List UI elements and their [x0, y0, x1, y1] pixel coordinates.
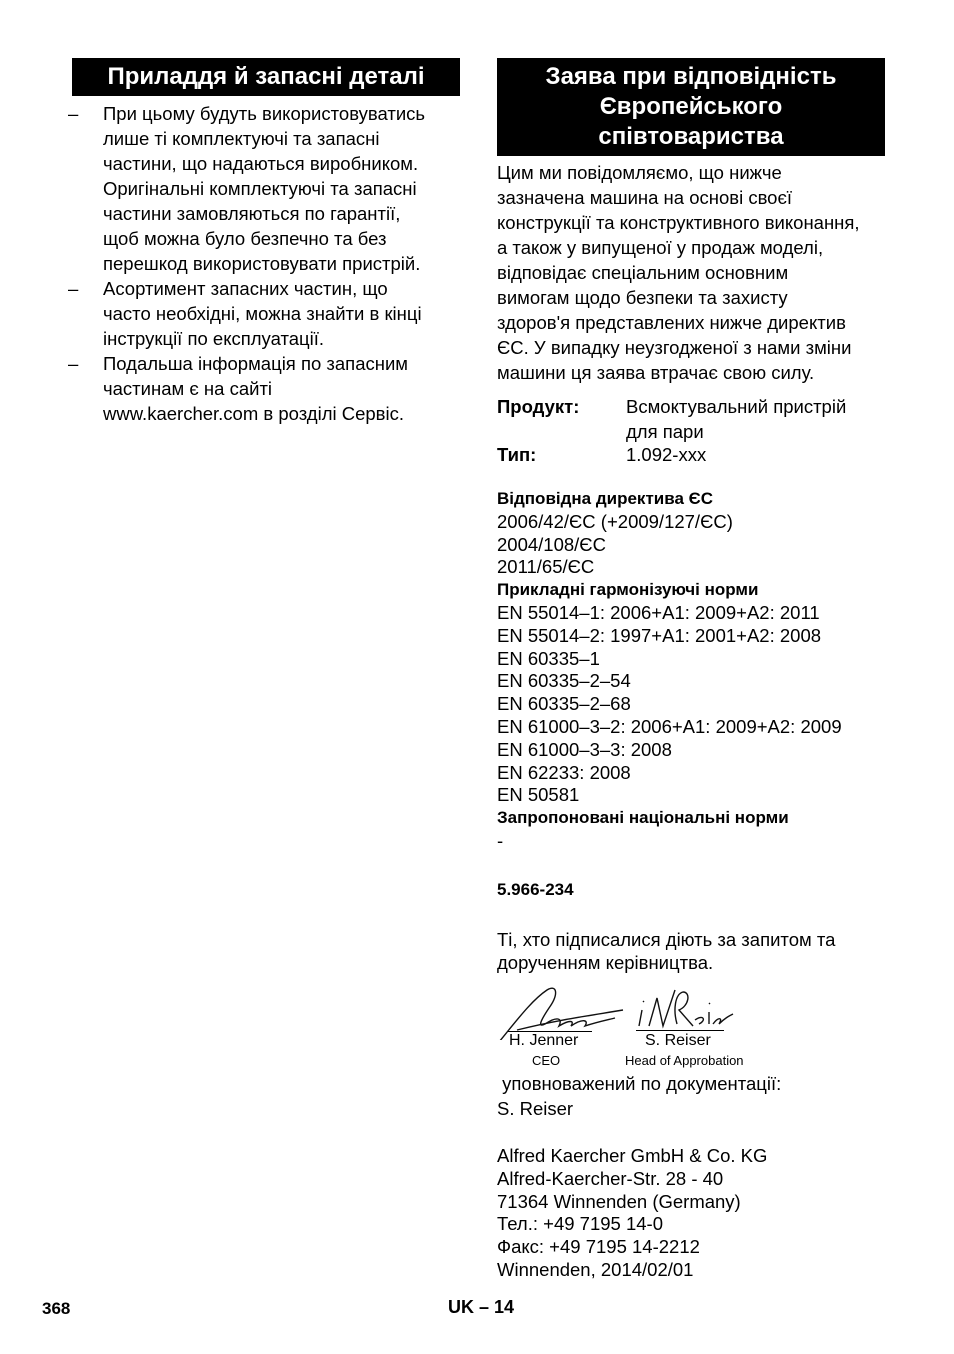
bullet-dash: –	[68, 353, 79, 374]
product-value	[626, 394, 846, 444]
address-line: Alfred-Kaercher-Str. 28 - 40	[497, 1167, 724, 1189]
intro-line: зазначена машина на основі своєї	[497, 187, 793, 208]
list-line: Асортимент запасних частин, що	[103, 278, 388, 299]
company-address	[497, 1145, 897, 1282]
accessories-title: Приладдя й запасні деталі	[107, 63, 425, 90]
list-item	[68, 101, 468, 276]
directives-block	[497, 488, 897, 853]
signatory-role: Head of Approbation	[625, 1053, 744, 1068]
norm-item: EN 62233: 2008	[497, 761, 631, 783]
section-page-label: UK – 14	[448, 1297, 515, 1317]
signatory-role: CEO	[532, 1053, 561, 1068]
product-label: Продукт:	[497, 396, 580, 417]
ec-declaration-title-line: співтовариства	[598, 123, 784, 150]
norm-item: EN 50581	[497, 784, 580, 806]
intro-line: конструкції та конструктивного виконання,	[497, 212, 860, 233]
accessories-list	[68, 101, 468, 426]
norm-item: EN 55014–1: 2006+A1: 2009+A2: 2011	[497, 601, 820, 623]
ec-declaration-heading	[497, 58, 885, 156]
list-item	[68, 276, 468, 351]
list-line: часто необхідні, можна знайти в кінці	[103, 303, 422, 324]
ec-declaration-title-line: Європейського	[599, 93, 783, 120]
list-line: щоб можна було безпечно та без	[103, 228, 387, 249]
list-line: частини, що надаються виробником.	[103, 153, 419, 174]
list-line: www.kaercher.com в розділі Сервіс.	[103, 403, 405, 424]
list-line: Оригінальні комплектуючі та запасні	[103, 178, 417, 199]
address-line: Alfred Kaercher GmbH & Co. KG	[497, 1145, 768, 1166]
product-value-line: Всмоктувальний пристрій	[626, 396, 847, 417]
list-line: При цьому будуть використовуватись	[103, 103, 426, 124]
norms-heading: Прикладні гармонізуючі норми	[497, 580, 759, 600]
reiser-signature	[639, 990, 733, 1026]
directive-item: 2006/42/ЄС (+2009/127/ЄС)	[497, 510, 733, 532]
intro-line: вимогам щодо безпеки та захисту	[497, 287, 788, 308]
authorized-line: уповноважений по документації:	[497, 1073, 782, 1094]
type-label: Тип:	[497, 444, 537, 465]
list-line: інструкції по експлуатації.	[103, 328, 325, 349]
national-norms-value: -	[497, 829, 504, 851]
national-norms-heading: Запропоновані національні норми	[497, 808, 789, 828]
norm-item: EN 60335–1	[497, 647, 600, 669]
list-line: частини замовляються по гарантії,	[103, 203, 401, 224]
norm-item: EN 60335–2–68	[497, 693, 631, 715]
directive-item: 2004/108/ЄС	[497, 533, 606, 555]
norm-item: EN 55014–2: 1997+A1: 2001+A2: 2008	[497, 624, 822, 646]
signed-line: Ті, хто підписалися діють за запитом та	[497, 929, 836, 950]
ec-declaration-title-line: Заява при відповідність	[545, 63, 837, 90]
document-number: 5.966-234	[497, 880, 574, 899]
reiser-signature-line	[636, 1030, 724, 1031]
list-item	[68, 351, 468, 426]
signatory-name: H. Jenner	[509, 1032, 579, 1049]
address-line: Факс: +49 7195 14-2212	[497, 1236, 700, 1258]
norm-item: EN 61000–3–2: 2006+A1: 2009+A2: 2009	[497, 715, 842, 737]
type-value: 1.092-xxx	[626, 444, 707, 465]
intro-line: машини ця заява втрачає свою силу.	[497, 362, 815, 383]
intro-line: відповідає спеціальним основним	[497, 262, 789, 283]
accessories-heading	[72, 58, 460, 96]
directive-heading: Відповідна директива ЄС	[497, 489, 713, 508]
authorized-line: S. Reiser	[497, 1098, 574, 1119]
intro-line: Цим ми повідомляємо, що нижче	[497, 162, 782, 183]
signed-line: дорученням керівництва.	[497, 952, 714, 973]
product-value-line: для пари	[626, 421, 704, 442]
intro-line: а також у випущеної у продаж моделі,	[497, 237, 824, 258]
bullet-dash: –	[68, 103, 79, 124]
signatory-name: S. Reiser	[645, 1032, 711, 1049]
bullet-dash: –	[68, 278, 79, 299]
intro-line: здоров'я представлених нижче директив	[497, 312, 846, 333]
declaration-intro	[497, 160, 897, 385]
directive-item: 2011/65/ЄС	[497, 556, 595, 578]
address-line: Тел.: +49 7195 14-0	[497, 1213, 663, 1235]
list-line: перешкод використовувати пристрій.	[103, 253, 421, 274]
norm-item: EN 61000–3–3: 2008	[497, 738, 672, 760]
signed-statement	[497, 928, 897, 974]
list-line: Подальша інформація по запасним	[103, 353, 409, 374]
list-line: частинам є на сайті	[103, 378, 273, 399]
address-line: Winnenden, 2014/02/01	[497, 1258, 694, 1280]
page-number: 368	[42, 1299, 71, 1318]
authorized-block	[497, 1071, 897, 1121]
intro-line: ЄС. У випадку неузгодженої з нами зміни	[497, 337, 852, 358]
norm-item: EN 60335–2–54	[497, 670, 631, 692]
list-line: лише ті комплектуючі та запасні	[103, 128, 380, 149]
address-line: 71364 Winnenden (Germany)	[497, 1190, 741, 1212]
